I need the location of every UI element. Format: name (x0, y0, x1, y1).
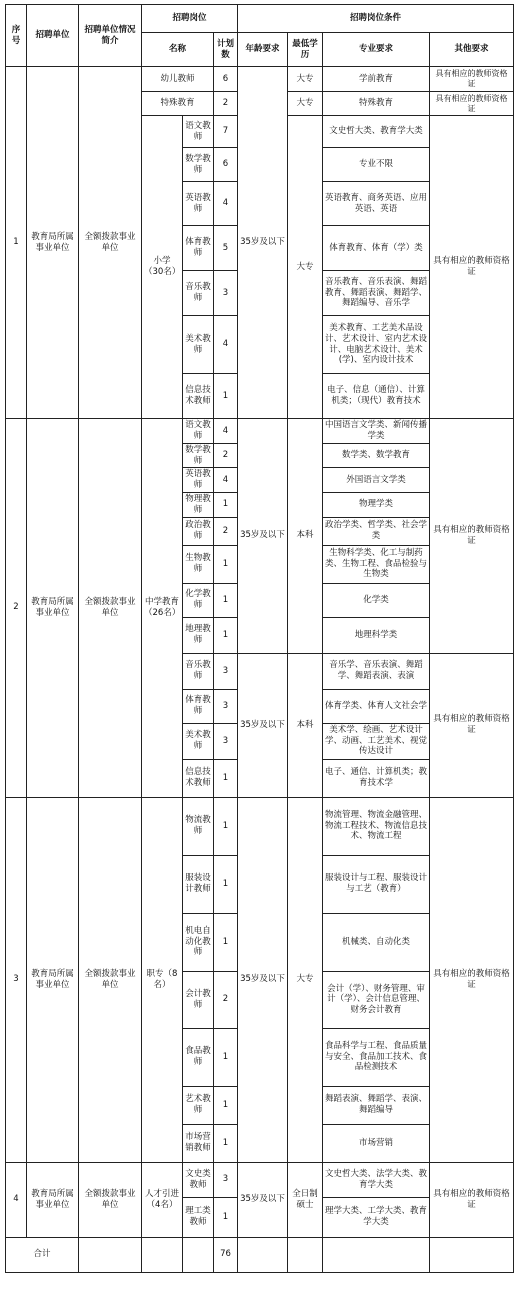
total-empty (142, 1237, 183, 1272)
plan-cell: 4 (214, 182, 238, 226)
plan-cell: 6 (214, 67, 238, 92)
subject-cell: 数学教师 (183, 444, 214, 468)
header-post-name: 名称 (142, 33, 214, 67)
major-cell: 服装设计与工程、服装设计与工艺（教育） (323, 855, 430, 913)
header-post: 招聘岗位 (142, 5, 238, 33)
subject-cell: 英语教师 (183, 468, 214, 492)
major-cell: 会计（学）、财务管理、审计（学）、会计信息管理、财务会计教育 (323, 971, 430, 1028)
subject-cell: 文史类教师 (183, 1162, 214, 1197)
plan-cell: 1 (214, 617, 238, 653)
subject-cell: 语文教师 (183, 116, 214, 148)
post-name-cell: 特殊教育 (142, 92, 214, 116)
subject-cell: 政治教师 (183, 517, 214, 545)
subject-cell: 地理教师 (183, 617, 214, 653)
plan-cell: 1 (214, 797, 238, 855)
header-unit-info: 招聘单位情况简介 (79, 5, 142, 67)
header-major: 专业要求 (323, 33, 430, 67)
major-cell: 地理科学类 (323, 617, 430, 653)
other-cell: 具有相应的教师资格证 (430, 116, 514, 419)
subject-cell: 体育教师 (183, 226, 214, 271)
plan-cell: 5 (214, 226, 238, 271)
total-plan: 76 (214, 1237, 238, 1272)
plan-cell: 1 (214, 759, 238, 797)
major-cell: 英语教育、商务英语、应用英语、英语 (323, 182, 430, 226)
major-cell: 市场营销 (323, 1124, 430, 1162)
plan-cell: 2 (214, 92, 238, 116)
subject-cell: 物理教师 (183, 492, 214, 517)
plan-cell: 1 (214, 374, 238, 419)
plan-cell: 1 (214, 492, 238, 517)
edu-cell: 大专 (288, 67, 323, 92)
header-conditions: 招聘岗位条件 (238, 5, 514, 33)
major-cell: 物流管理、物流金融管理、物流工程技术、物流信息技术、物流工程 (323, 797, 430, 855)
subject-cell: 服装设计教师 (183, 855, 214, 913)
subject-cell: 理工类教师 (183, 1197, 214, 1237)
plan-cell: 1 (214, 1197, 238, 1237)
total-empty (183, 1237, 214, 1272)
header-other: 其他要求 (430, 33, 514, 67)
unit-cell: 教育局所属事业单位 (27, 67, 79, 419)
seq-cell: 1 (6, 67, 27, 419)
major-cell: 机械类、自动化类 (323, 913, 430, 971)
major-cell: 生物科学类、化工与制药类、生物工程、食品检验与生物类 (323, 545, 430, 583)
major-cell: 物理学类 (323, 492, 430, 517)
major-cell: 学前教育 (323, 67, 430, 92)
plan-cell: 3 (214, 653, 238, 689)
subject-cell: 体育教师 (183, 689, 214, 723)
subject-cell: 信息技术教师 (183, 374, 214, 419)
plan-cell: 2 (214, 971, 238, 1028)
header-plan: 计划数 (214, 33, 238, 67)
major-cell: 数学类、数学教育 (323, 444, 430, 468)
other-cell: 具有相应的教师资格证 (430, 1162, 514, 1237)
major-cell: 中国语言文学类、新闻传播学类 (323, 419, 430, 444)
plan-cell: 1 (214, 1028, 238, 1086)
group-cell: 人才引进（4名） (142, 1162, 183, 1237)
header-edu: 最低学历 (288, 33, 323, 67)
other-cell: 具有相应的教师资格证 (430, 653, 514, 797)
total-empty (238, 1237, 288, 1272)
plan-cell: 2 (214, 517, 238, 545)
edu-cell: 大专 (288, 797, 323, 1162)
subject-cell: 物流教师 (183, 797, 214, 855)
plan-cell: 7 (214, 116, 238, 148)
subject-cell: 语文教师 (183, 419, 214, 444)
edu-cell: 全日制硕士 (288, 1162, 323, 1237)
subject-cell: 信息技术教师 (183, 759, 214, 797)
header-age: 年龄要求 (238, 33, 288, 67)
edu-cell: 大专 (288, 116, 323, 419)
age-cell: 35岁及以下 (238, 1162, 288, 1237)
major-cell: 专业不限 (323, 148, 430, 182)
plan-cell: 3 (214, 271, 238, 316)
total-empty (323, 1237, 430, 1272)
plan-cell: 6 (214, 148, 238, 182)
age-cell: 35岁及以下 (238, 797, 288, 1162)
major-cell: 音乐学、音乐表演、舞蹈学、舞蹈表演、表演 (323, 653, 430, 689)
other-cell: 具有相应的教师资格证 (430, 797, 514, 1162)
major-cell: 文史哲大类、法学大类、教育学大类 (323, 1162, 430, 1197)
subject-cell: 音乐教师 (183, 653, 214, 689)
plan-cell: 4 (214, 468, 238, 492)
header-seq: 序号 (6, 5, 27, 67)
age-cell: 35岁及以下 (238, 67, 288, 419)
unit-cell: 教育局所属事业单位 (27, 1162, 79, 1237)
major-cell: 电子、通信、计算机类；教育技术学 (323, 759, 430, 797)
unit-cell: 教育局所属事业单位 (27, 419, 79, 798)
major-cell: 理学大类、工学大类、教育学大类 (323, 1197, 430, 1237)
major-cell: 电子、信息（通信）、计算机类；（现代）教育技术 (323, 374, 430, 419)
total-empty (430, 1237, 514, 1272)
plan-cell: 1 (214, 1086, 238, 1124)
major-cell: 政治学类、哲学类、社会学类 (323, 517, 430, 545)
plan-cell: 1 (214, 1124, 238, 1162)
subject-cell: 化学教师 (183, 583, 214, 617)
group-cell: 中学教育（26名） (142, 419, 183, 798)
plan-cell: 1 (214, 583, 238, 617)
subject-cell: 艺术教师 (183, 1086, 214, 1124)
total-empty (288, 1237, 323, 1272)
total-empty (79, 1237, 142, 1272)
other-cell: 具有相应的教师资格证 (430, 419, 514, 654)
seq-cell: 3 (6, 797, 27, 1162)
age-cell: 35岁及以下 (238, 653, 288, 797)
group-cell: 小学（30名） (142, 116, 183, 419)
unit-info-cell: 全额拨款事业单位 (79, 67, 142, 419)
other-cell: 具有相应的教师资格证 (430, 67, 514, 92)
subject-cell: 生物教师 (183, 545, 214, 583)
major-cell: 体育学类、体育人文社会学 (323, 689, 430, 723)
subject-cell: 市场营销教师 (183, 1124, 214, 1162)
plan-cell: 1 (214, 913, 238, 971)
unit-info-cell: 全额拨款事业单位 (79, 1162, 142, 1237)
major-cell: 体育教育、体育（学）类 (323, 226, 430, 271)
plan-cell: 2 (214, 444, 238, 468)
plan-cell: 4 (214, 419, 238, 444)
age-cell: 35岁及以下 (238, 419, 288, 654)
subject-cell: 会计教师 (183, 971, 214, 1028)
major-cell: 美术学、绘画、艺术设计学、动画、工艺美术、视觉传达设计 (323, 723, 430, 759)
major-cell: 化学类 (323, 583, 430, 617)
major-cell: 文史哲大类、教育学大类 (323, 116, 430, 148)
total-label: 合计 (6, 1237, 79, 1272)
plan-cell: 4 (214, 316, 238, 374)
recruitment-table (5, 4, 514, 1273)
plan-cell: 3 (214, 1162, 238, 1197)
seq-cell: 4 (6, 1162, 27, 1237)
subject-cell: 音乐教师 (183, 271, 214, 316)
edu-cell: 本科 (288, 653, 323, 797)
unit-info-cell: 全额拨款事业单位 (79, 419, 142, 798)
plan-cell: 3 (214, 689, 238, 723)
major-cell: 美术教育、工艺美术品设计、艺术设计、室内艺术设计、电脑艺术设计、美术(学)、室内设计技术 (323, 316, 430, 374)
unit-info-cell: 全额拨款事业单位 (79, 797, 142, 1162)
unit-cell: 教育局所属事业单位 (27, 797, 79, 1162)
header-unit: 招聘单位 (27, 5, 79, 67)
major-cell: 音乐教育、音乐表演、舞蹈教育、舞蹈表演、舞蹈学、舞蹈编导、音乐学 (323, 271, 430, 316)
group-cell: 职专（8名） (142, 797, 183, 1162)
other-cell: 具有相应的教师资格证 (430, 92, 514, 116)
subject-cell: 美术教师 (183, 723, 214, 759)
post-name-cell: 幼儿教师 (142, 67, 214, 92)
plan-cell: 1 (214, 855, 238, 913)
edu-cell: 大专 (288, 92, 323, 116)
major-cell: 外国语言文学类 (323, 468, 430, 492)
subject-cell: 机电自动化教师 (183, 913, 214, 971)
plan-cell: 1 (214, 545, 238, 583)
subject-cell: 美术教师 (183, 316, 214, 374)
plan-cell: 3 (214, 723, 238, 759)
seq-cell: 2 (6, 419, 27, 798)
subject-cell: 数学教师 (183, 148, 214, 182)
major-cell: 特殊教育 (323, 92, 430, 116)
edu-cell: 本科 (288, 419, 323, 654)
subject-cell: 英语教师 (183, 182, 214, 226)
major-cell: 舞蹈表演、舞蹈学、表演、舞蹈编导 (323, 1086, 430, 1124)
subject-cell: 食品教师 (183, 1028, 214, 1086)
major-cell: 食品科学与工程、食品质量与安全、食品加工技术、食品检测技术 (323, 1028, 430, 1086)
